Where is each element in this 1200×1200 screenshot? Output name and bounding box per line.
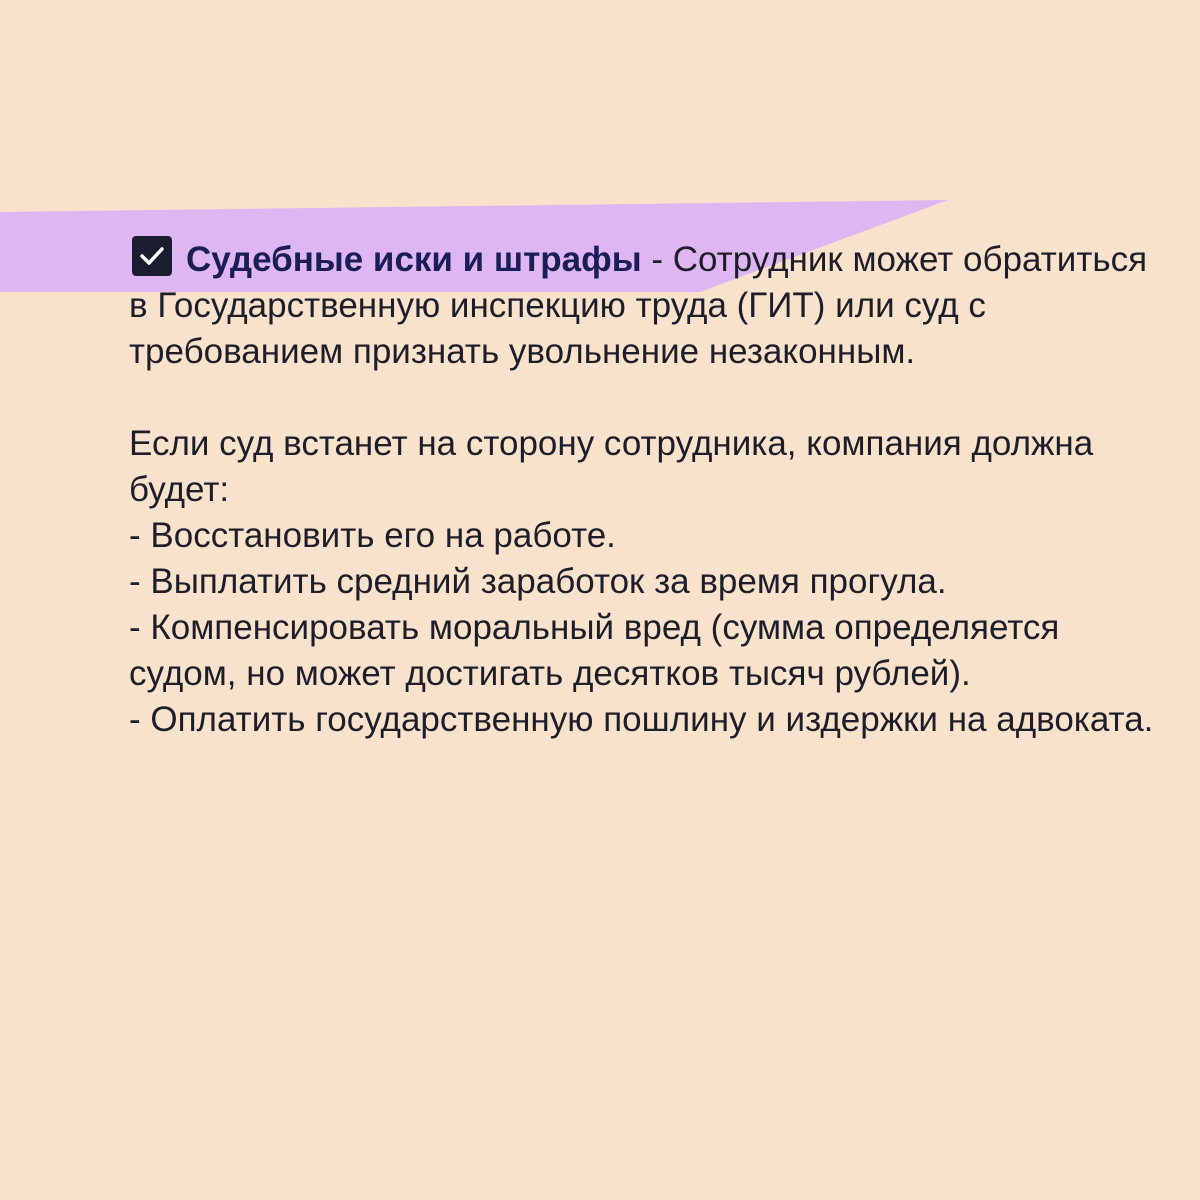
intro-text: Сотрудник может обратиться в Государственную инспекцию труда (ГИТ) или суд с требованием признать увольнение незаконным.: [129, 240, 1148, 371]
list-item: - Выплатить средний заработок за время прогула.: [129, 562, 947, 601]
section-heading: Судебные иски и штрафы: [186, 240, 642, 279]
text-block: [129, 236, 1169, 743]
list-item: - Оплатить государственную пошлину и издержки на адвоката.: [129, 700, 1154, 739]
check-box-icon: [132, 236, 172, 276]
list-item: - Компенсировать моральный вред (сумма определяется судом, но может достигать десятков тысяч рублей).: [129, 608, 1060, 693]
obligations-list: [129, 513, 1169, 743]
list-item: - Восстановить его на работе.: [129, 516, 616, 555]
heading-separator: -: [641, 240, 673, 279]
lead-paragraph: [129, 236, 1169, 375]
condition-text: Если суд встанет на сторону сотрудника, компания должна будет:: [129, 424, 1094, 509]
